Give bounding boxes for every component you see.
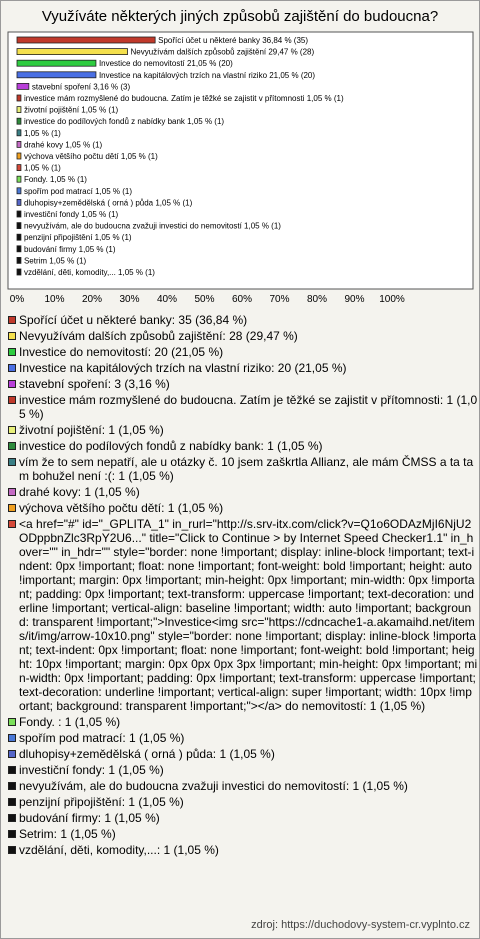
legend-swatch (8, 798, 16, 806)
legend-item (8, 329, 478, 343)
bar-label-5: investice mám rozmyšlené do budoucna. Zatím je těžké se zajistit v přítomnosti 1,05 % (1) (23, 94, 344, 103)
bar-1[interactable] (17, 49, 128, 55)
legend-item (8, 731, 478, 745)
x-tick-label: 40% (156, 294, 178, 305)
legend-item (8, 795, 478, 809)
legend-label: nevyužívám, ale do budoucna zvažuji investici do nemovitostí: 1 (1,05 %) (19, 779, 408, 793)
bar-7[interactable] (17, 118, 21, 124)
source-link[interactable]: zdroj: https://duchodovy-system-cr.vyplnto.cz (251, 919, 470, 931)
bar-4[interactable] (17, 83, 29, 89)
bar-2[interactable] (17, 60, 96, 66)
legend-item (8, 439, 478, 453)
legend (8, 313, 478, 859)
x-axis-ticks (10, 294, 405, 305)
bar-label-11: 1,05 % (1) (23, 163, 61, 173)
x-tick-label: 0% (9, 294, 25, 305)
legend-swatch (8, 520, 16, 528)
legend-swatch (8, 846, 16, 854)
bar-label-14: dluhopisy+zemědělská ( orná ) půda 1,05 % (1) (23, 198, 193, 208)
legend-label: stavební spoření: 3 (3,16 %) (19, 377, 170, 391)
x-tick-label: 30% (119, 294, 140, 305)
legend-label: penzijní připojištění: 1 (1,05 %) (19, 795, 184, 809)
legend-swatch (8, 504, 16, 512)
bar-label-0: Spořící účet u některé banky 36,84 % (35) (158, 36, 309, 45)
bar-14[interactable] (17, 199, 21, 205)
legend-swatch (8, 332, 16, 340)
bar-label-19: Setrim 1,05 % (1) (23, 256, 87, 266)
legend-label: investice do podílových fondů z nabídky bank: 1 (1,05 %) (19, 439, 323, 453)
legend-swatch (8, 364, 16, 372)
bar-16[interactable] (17, 223, 21, 229)
legend-item (8, 377, 478, 391)
bar-9[interactable] (17, 141, 21, 147)
x-tick-label: 90% (344, 294, 365, 305)
bar-label-9: drahé kovy 1,05 % (1) (23, 140, 103, 150)
bar-label-20: vzdělání, děti, komodity,... 1,05 % (1) (23, 268, 155, 277)
legend-swatch (8, 442, 16, 450)
legend-item (8, 779, 478, 793)
x-tick-label: 100% (379, 294, 405, 305)
x-tick-label: 10% (44, 294, 65, 305)
legend-swatch (8, 488, 16, 496)
bar-0[interactable] (17, 37, 155, 43)
bar-label-6: životní pojištění 1,05 % (1) (23, 105, 119, 115)
x-tick-label: 80% (306, 294, 328, 305)
bar-10[interactable] (17, 153, 21, 159)
bar-label-2: Investice do nemovitostí 21,05 % (20) (98, 59, 233, 69)
legend-item (8, 763, 478, 777)
legend-label: Investice do nemovitostí: 20 (21,05 %) (19, 345, 224, 359)
bar-11[interactable] (17, 165, 21, 171)
legend-item (8, 393, 478, 421)
legend-item (8, 501, 478, 515)
legend-item (8, 827, 478, 841)
legend-label: vzdělání, děti, komodity,...: 1 (1,05 %) (19, 843, 219, 857)
bar-6[interactable] (17, 107, 21, 113)
legend-item (8, 361, 478, 375)
bar-19[interactable] (17, 257, 21, 263)
bar-label-17: penzijní připojištění 1,05 % (1) (23, 233, 132, 243)
bar-13[interactable] (17, 188, 21, 194)
legend-item (8, 517, 478, 713)
bar-label-13: spořím pod matrací 1,05 % (1) (23, 186, 132, 196)
bar-label-7: investice do podílových fondů z nabídky bank 1,05 % (1) (23, 117, 225, 127)
legend-swatch (8, 426, 16, 434)
bar-3[interactable] (17, 72, 96, 78)
legend-label: drahé kovy: 1 (1,05 %) (19, 485, 140, 499)
legend-item (8, 715, 478, 729)
bar-18[interactable] (17, 246, 21, 252)
legend-label: investiční fondy: 1 (1,05 %) (19, 763, 164, 777)
bar-chart (0, 0, 480, 312)
legend-label: Nevyužívám dalších způsobů zajištění: 28 (29,47 %) (19, 329, 298, 343)
legend-swatch (8, 316, 16, 324)
legend-item (8, 747, 478, 761)
bar-label-4: stavební spoření 3,16 % (3) (31, 82, 131, 92)
legend-swatch (8, 380, 16, 388)
legend-label: spořím pod matrací: 1 (1,05 %) (19, 731, 185, 745)
bar-15[interactable] (17, 211, 21, 217)
chart-title: Využíváte některých jiných způsobů zajištění do budoucna? (41, 8, 439, 25)
legend-label: Investice na kapitálových trzích na vlastní riziko: 20 (21,05 %) (19, 361, 347, 375)
legend-swatch (8, 734, 16, 742)
bar-label-8: 1,05 % (1) (23, 128, 61, 138)
bar-label-10: výchova většího počtu dětí 1,05 % (1) (23, 152, 158, 161)
legend-item (8, 345, 478, 359)
legend-label: dluhopisy+zemědělská ( orná ) půda: 1 (1,05 %) (19, 747, 275, 761)
legend-item (8, 485, 478, 499)
legend-swatch (8, 348, 16, 356)
x-tick-label: 70% (269, 294, 290, 305)
legend-item (8, 811, 478, 825)
x-tick-label: 50% (194, 294, 215, 305)
legend-item (8, 455, 478, 483)
legend-swatch (8, 782, 16, 790)
legend-label: Setrim: 1 (1,05 %) (19, 827, 116, 841)
legend-swatch (8, 766, 16, 774)
legend-label: výchova většího počtu dětí: 1 (1,05 %) (19, 501, 224, 515)
legend-item (8, 423, 478, 437)
legend-item (8, 843, 478, 857)
legend-swatch (8, 458, 16, 466)
bar-5[interactable] (17, 95, 21, 101)
legend-label: Spořící účet u některé banky: 35 (36,84 %) (19, 313, 248, 327)
bar-label-16: nevyužívám, ale do budoucna zvažuji investici do nemovitostí 1,05 % (1) (23, 221, 281, 231)
legend-swatch (8, 718, 16, 726)
legend-label: životní pojištění: 1 (1,05 %) (19, 423, 164, 437)
bar-label-3: Investice na kapitálových trzích na vlastní riziko 21,05 % (20) (98, 70, 316, 80)
x-tick-label: 60% (231, 294, 253, 305)
bar-20[interactable] (17, 269, 21, 275)
legend-label: vím že to sem nepatří, ale u otázky č. 10 jsem zaškrtla Allianz, ale mám ČMSS a ta tam bohužel není :(: 1 (1,05 %) (19, 455, 474, 483)
legend-swatch (8, 814, 16, 822)
bar-label-1: Nevyužívám dalších způsobů zajištění 29,47 % (28) (130, 47, 315, 57)
legend-item (8, 313, 478, 327)
bar-8[interactable] (17, 130, 21, 136)
legend-label: Fondy. : 1 (1,05 %) (19, 715, 121, 729)
x-tick-label: 20% (81, 294, 103, 305)
bar-17[interactable] (17, 234, 21, 240)
legend-label: investice mám rozmyšlené do budoucna. Zatím je těžké se zajistit v přítomnosti: 1 (1,05 %) (19, 393, 478, 421)
legend-label: <a href="#" id="_GPLITA_1" in_rurl="http://s.srv-itx.com/click?v=Q1o6ODAzMjI6NjU2ODppbnZlc3RpY2U6..." title="Click to Continue > by Internet Speed Checker1.1" in_hover="" in_hdr="" style="border: none !important; display: inline-block !important; text-indent: 0px !important; float: none !important; font-weight: bold !important; height: auto !important; margin: 0px !important; min-height: 0px !important; min-width: 0px !important; padding: 0px !important; text-transform: uppercase !important; text-decoration: underline !important; vertical-align: baseline !important; width: auto !important; background: transparent !important;">Investice<img src="https://cdncache1-a.akamaihd.net/items/it/img/arrow-10x10.png" style="border: none !important; display: inline-block !important; text-indent: 0px !important; float: none !important; font-weight: bold !important; height: 10px !important; margin: 0px 0px 0px 3px !important; min-height: 0px !important; min-width: 0px !important; padding: 0px !important; text-transform: uppercase !important; text-decoration: underline !important; vertical-align: super !important; width: 10px !important; background: transparent !important;"></a> do nemovitostí: 1 (1,05 %) (19, 517, 478, 713)
legend-swatch (8, 396, 16, 404)
legend-swatch (8, 830, 16, 838)
legend-swatch (8, 750, 16, 758)
legend-label: budování firmy: 1 (1,05 %) (19, 811, 160, 825)
bar-12[interactable] (17, 176, 21, 182)
bar-label-18: budování firmy 1,05 % (1) (23, 244, 116, 254)
bar-label-12: Fondy. 1,05 % (1) (23, 175, 87, 185)
bar-label-15: investiční fondy 1,05 % (1) (23, 210, 119, 219)
